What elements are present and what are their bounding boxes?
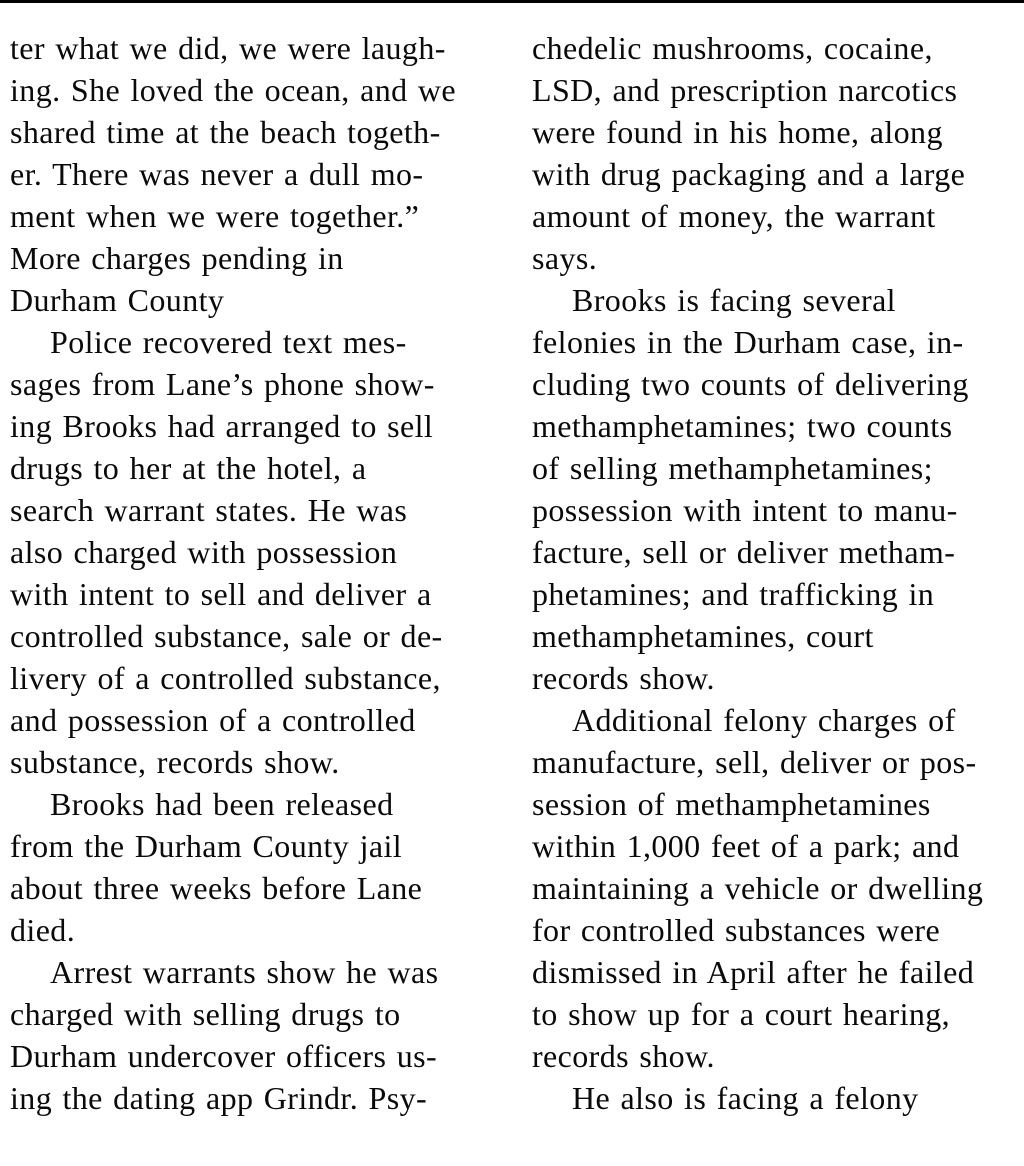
text-line: ment when we were together.”: [10, 198, 420, 234]
text-line: amount of money, the warrant: [532, 198, 936, 234]
text-line: says.: [532, 240, 598, 276]
text-line: sages from Lane’s phone show-: [10, 366, 435, 402]
text-line: ing Brooks had arranged to sell: [10, 408, 434, 444]
text-line: facture, sell or deliver metham-: [532, 534, 956, 570]
text-line: ter what we did, we were laugh-: [10, 30, 446, 66]
text-line: records show.: [532, 1038, 715, 1074]
text-line: with intent to sell and deliver a: [10, 576, 432, 612]
text-line: manufacture, sell, deliver or pos-: [532, 744, 977, 780]
article-column-right: [532, 27, 1014, 1119]
text-line: ing. She loved the ocean, and we: [10, 72, 457, 108]
text-line: possession with intent to manu-: [532, 492, 958, 528]
text-line: chedelic mushrooms, cocaine,: [532, 30, 933, 66]
text-line: session of methamphetamines: [532, 786, 931, 822]
text-line: with drug packaging and a large: [532, 156, 966, 192]
text-line: records show.: [532, 660, 715, 696]
text-line: methamphetamines; two counts: [532, 408, 953, 444]
text-line: methamphetamines, court: [532, 618, 874, 654]
text-line: controlled substance, sale or de-: [10, 618, 443, 654]
text-line: search warrant states. He was: [10, 492, 408, 528]
text-line: died.: [10, 912, 76, 948]
article-columns: [0, 3, 1024, 1119]
text-line: phetamines; and trafficking in: [532, 576, 935, 612]
text-line: maintaining a vehicle or dwelling: [532, 870, 984, 906]
article-column-left: [10, 27, 482, 1119]
text-line: also charged with possession: [10, 534, 398, 570]
text-line: substance, records show.: [10, 744, 340, 780]
text-line: Additional felony charges of: [572, 702, 956, 738]
text-line: for controlled substances were: [532, 912, 941, 948]
text-line: dismissed in April after he failed: [532, 954, 975, 990]
text-line: about three weeks before Lane: [10, 870, 423, 906]
text-line: cluding two counts of delivering: [532, 366, 969, 402]
section-subhead-line: More charges pending in: [10, 240, 344, 276]
text-line: charged with selling drugs to: [10, 996, 401, 1032]
text-line: and possession of a controlled: [10, 702, 416, 738]
text-line: He also is facing a felony: [572, 1080, 919, 1116]
text-line: to show up for a court hearing,: [532, 996, 951, 1032]
text-line: Police recovered text mes-: [50, 324, 407, 360]
text-line: Arrest warrants show he was: [50, 954, 439, 990]
text-line: were found in his home, along: [532, 114, 943, 150]
text-line: ing the dating app Grindr. Psy-: [10, 1080, 428, 1116]
section-subhead-line: Durham County: [10, 282, 225, 318]
text-line: shared time at the beach togeth-: [10, 114, 441, 150]
text-line: within 1,000 feet of a park; and: [532, 828, 960, 864]
text-line: Brooks is facing several: [572, 282, 896, 318]
text-line: Durham undercover officers us-: [10, 1038, 438, 1074]
text-line: of selling methamphetamines;: [532, 450, 933, 486]
text-line: felonies in the Durham case, in-: [532, 324, 964, 360]
text-line: Brooks had been released: [50, 786, 394, 822]
text-line: drugs to her at the hotel, a: [10, 450, 367, 486]
text-line: er. There was never a dull mo-: [10, 156, 424, 192]
text-line: LSD, and prescription narcotics: [532, 72, 958, 108]
text-line: livery of a controlled substance,: [10, 660, 441, 696]
text-line: from the Durham County jail: [10, 828, 403, 864]
